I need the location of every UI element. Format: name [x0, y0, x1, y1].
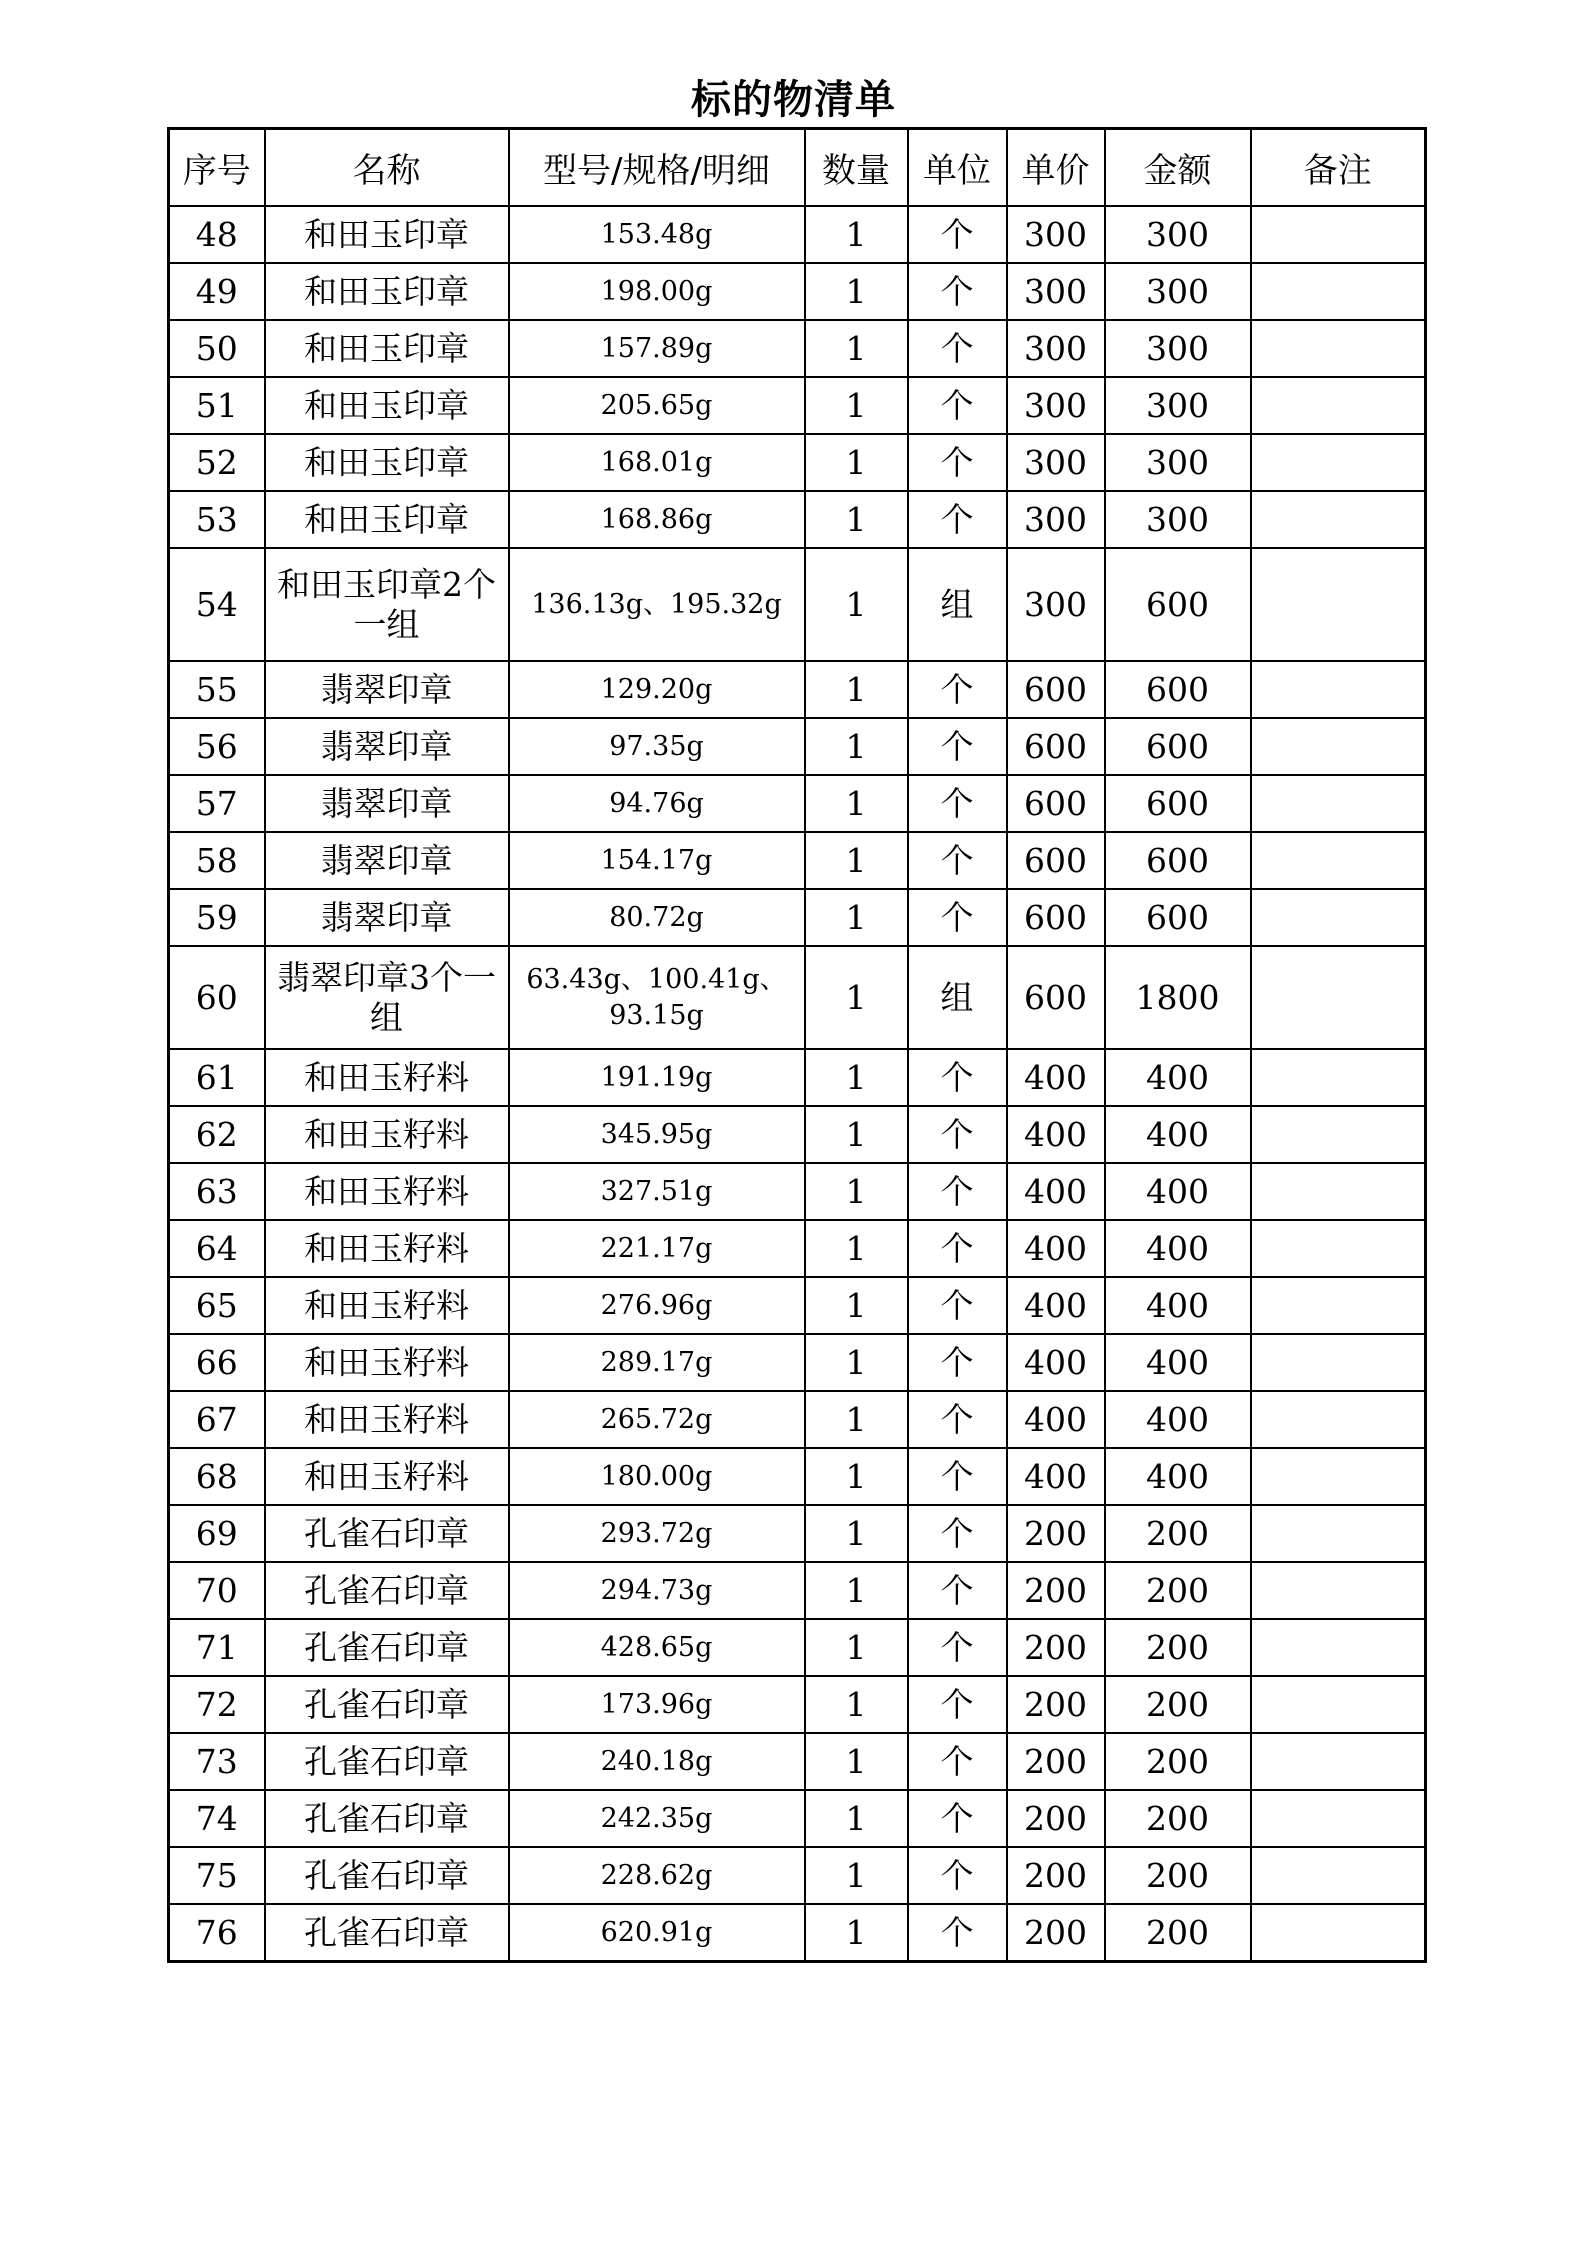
cell-unit: 个 — [908, 1904, 1007, 1962]
cell-spec: 276.96g — [509, 1277, 805, 1334]
cell-seq: 63 — [169, 1163, 265, 1220]
cell-price: 300 — [1007, 434, 1105, 491]
cell-price: 300 — [1007, 206, 1105, 263]
cell-unit: 个 — [908, 491, 1007, 548]
cell-note — [1251, 946, 1426, 1049]
cell-seq: 58 — [169, 832, 265, 889]
cell-qty: 1 — [805, 1106, 908, 1163]
table-row — [169, 832, 1426, 889]
cell-qty: 1 — [805, 946, 908, 1049]
cell-note — [1251, 434, 1426, 491]
cell-qty: 1 — [805, 775, 908, 832]
cell-amount: 300 — [1105, 320, 1251, 377]
cell-price: 600 — [1007, 775, 1105, 832]
cell-price: 600 — [1007, 661, 1105, 718]
cell-name: 和田玉籽料 — [265, 1049, 509, 1106]
cell-seq: 64 — [169, 1220, 265, 1277]
table-row — [169, 1790, 1426, 1847]
cell-seq: 70 — [169, 1562, 265, 1619]
cell-seq: 73 — [169, 1733, 265, 1790]
cell-qty: 1 — [805, 1049, 908, 1106]
cell-note — [1251, 889, 1426, 946]
cell-seq: 53 — [169, 491, 265, 548]
cell-spec: 180.00g — [509, 1448, 805, 1505]
cell-seq: 50 — [169, 320, 265, 377]
cell-unit: 个 — [908, 775, 1007, 832]
cell-seq: 51 — [169, 377, 265, 434]
cell-unit: 个 — [908, 1391, 1007, 1448]
cell-qty: 1 — [805, 1220, 908, 1277]
table-row — [169, 1277, 1426, 1334]
cell-seq: 67 — [169, 1391, 265, 1448]
cell-amount: 400 — [1105, 1334, 1251, 1391]
cell-spec: 294.73g — [509, 1562, 805, 1619]
cell-note — [1251, 1676, 1426, 1733]
header-price: 单价 — [1007, 129, 1105, 207]
cell-qty: 1 — [805, 718, 908, 775]
cell-unit: 个 — [908, 377, 1007, 434]
cell-amount: 400 — [1105, 1448, 1251, 1505]
cell-unit: 个 — [908, 718, 1007, 775]
cell-price: 200 — [1007, 1505, 1105, 1562]
header-amount: 金额 — [1105, 129, 1251, 207]
cell-seq: 74 — [169, 1790, 265, 1847]
cell-amount: 200 — [1105, 1904, 1251, 1962]
table-row — [169, 1676, 1426, 1733]
cell-spec: 205.65g — [509, 377, 805, 434]
cell-spec: 168.01g — [509, 434, 805, 491]
cell-spec: 168.86g — [509, 491, 805, 548]
cell-name: 孔雀石印章 — [265, 1790, 509, 1847]
cell-seq: 68 — [169, 1448, 265, 1505]
cell-amount: 400 — [1105, 1277, 1251, 1334]
cell-price: 600 — [1007, 832, 1105, 889]
cell-qty: 1 — [805, 1448, 908, 1505]
cell-seq: 61 — [169, 1049, 265, 1106]
cell-price: 400 — [1007, 1220, 1105, 1277]
cell-note — [1251, 661, 1426, 718]
cell-qty: 1 — [805, 491, 908, 548]
cell-amount: 200 — [1105, 1847, 1251, 1904]
cell-note — [1251, 1562, 1426, 1619]
cell-note — [1251, 1049, 1426, 1106]
table-row — [169, 1733, 1426, 1790]
cell-amount: 1800 — [1105, 946, 1251, 1049]
cell-name: 翡翠印章 — [265, 661, 509, 718]
cell-name: 和田玉籽料 — [265, 1220, 509, 1277]
cell-amount: 300 — [1105, 263, 1251, 320]
cell-spec: 240.18g — [509, 1733, 805, 1790]
cell-spec: 129.20g — [509, 661, 805, 718]
table-row — [169, 1391, 1426, 1448]
cell-name: 和田玉籽料 — [265, 1448, 509, 1505]
cell-price: 600 — [1007, 889, 1105, 946]
cell-spec: 80.72g — [509, 889, 805, 946]
cell-spec: 327.51g — [509, 1163, 805, 1220]
table-row — [169, 1106, 1426, 1163]
cell-amount: 400 — [1105, 1106, 1251, 1163]
cell-qty: 1 — [805, 832, 908, 889]
cell-note — [1251, 320, 1426, 377]
cell-spec: 198.00g — [509, 263, 805, 320]
cell-price: 400 — [1007, 1106, 1105, 1163]
cell-amount: 200 — [1105, 1790, 1251, 1847]
cell-name: 翡翠印章 — [265, 775, 509, 832]
cell-seq: 60 — [169, 946, 265, 1049]
table-row — [169, 1334, 1426, 1391]
cell-price: 200 — [1007, 1619, 1105, 1676]
cell-amount: 300 — [1105, 491, 1251, 548]
cell-note — [1251, 718, 1426, 775]
cell-unit: 个 — [908, 1619, 1007, 1676]
cell-qty: 1 — [805, 1391, 908, 1448]
cell-qty: 1 — [805, 434, 908, 491]
cell-amount: 300 — [1105, 206, 1251, 263]
cell-note — [1251, 1448, 1426, 1505]
cell-unit: 个 — [908, 1163, 1007, 1220]
cell-note — [1251, 1334, 1426, 1391]
cell-qty: 1 — [805, 1277, 908, 1334]
table-row — [169, 434, 1426, 491]
cell-name: 翡翠印章 — [265, 889, 509, 946]
cell-amount: 600 — [1105, 661, 1251, 718]
cell-qty: 1 — [805, 1505, 908, 1562]
cell-qty: 1 — [805, 1733, 908, 1790]
cell-note — [1251, 832, 1426, 889]
cell-unit: 个 — [908, 1505, 1007, 1562]
cell-note — [1251, 1163, 1426, 1220]
cell-qty: 1 — [805, 661, 908, 718]
cell-price: 200 — [1007, 1847, 1105, 1904]
table-row — [169, 1562, 1426, 1619]
cell-unit: 个 — [908, 832, 1007, 889]
item-table — [167, 127, 1427, 1963]
cell-qty: 1 — [805, 1334, 908, 1391]
cell-amount: 200 — [1105, 1676, 1251, 1733]
cell-spec: 136.13g、195.32g — [509, 548, 805, 661]
table-row — [169, 1049, 1426, 1106]
cell-unit: 个 — [908, 1562, 1007, 1619]
cell-qty: 1 — [805, 320, 908, 377]
cell-note — [1251, 206, 1426, 263]
cell-qty: 1 — [805, 1904, 908, 1962]
cell-seq: 65 — [169, 1277, 265, 1334]
cell-unit: 个 — [908, 320, 1007, 377]
cell-name: 和田玉印章 — [265, 377, 509, 434]
cell-price: 300 — [1007, 320, 1105, 377]
cell-name: 和田玉籽料 — [265, 1334, 509, 1391]
cell-spec: 289.17g — [509, 1334, 805, 1391]
cell-seq: 59 — [169, 889, 265, 946]
cell-qty: 1 — [805, 1790, 908, 1847]
table-row — [169, 946, 1426, 1049]
cell-spec: 228.62g — [509, 1847, 805, 1904]
cell-spec: 97.35g — [509, 718, 805, 775]
cell-name: 和田玉籽料 — [265, 1106, 509, 1163]
cell-note — [1251, 1619, 1426, 1676]
cell-unit: 个 — [908, 1790, 1007, 1847]
cell-seq: 69 — [169, 1505, 265, 1562]
cell-seq: 62 — [169, 1106, 265, 1163]
cell-price: 300 — [1007, 263, 1105, 320]
table-row — [169, 1904, 1426, 1962]
cell-price: 200 — [1007, 1562, 1105, 1619]
cell-name: 和田玉籽料 — [265, 1391, 509, 1448]
cell-price: 300 — [1007, 377, 1105, 434]
cell-spec: 620.91g — [509, 1904, 805, 1962]
table-row — [169, 491, 1426, 548]
cell-qty: 1 — [805, 889, 908, 946]
cell-spec: 157.89g — [509, 320, 805, 377]
cell-unit: 个 — [908, 1676, 1007, 1733]
table-row — [169, 548, 1426, 661]
cell-spec: 293.72g — [509, 1505, 805, 1562]
cell-amount: 600 — [1105, 775, 1251, 832]
cell-note — [1251, 1847, 1426, 1904]
table-row — [169, 377, 1426, 434]
cell-spec: 265.72g — [509, 1391, 805, 1448]
cell-unit: 个 — [908, 263, 1007, 320]
cell-unit: 个 — [908, 1106, 1007, 1163]
cell-spec: 94.76g — [509, 775, 805, 832]
cell-note — [1251, 1277, 1426, 1334]
cell-qty: 1 — [805, 1562, 908, 1619]
cell-seq: 76 — [169, 1904, 265, 1962]
cell-spec: 154.17g — [509, 832, 805, 889]
table-row — [169, 1448, 1426, 1505]
table-row — [169, 1619, 1426, 1676]
cell-amount: 200 — [1105, 1733, 1251, 1790]
cell-spec: 345.95g — [509, 1106, 805, 1163]
cell-name: 翡翠印章 — [265, 718, 509, 775]
cell-unit: 个 — [908, 1049, 1007, 1106]
table-row — [169, 1847, 1426, 1904]
cell-price: 200 — [1007, 1904, 1105, 1962]
cell-price: 400 — [1007, 1334, 1105, 1391]
cell-unit: 个 — [908, 1733, 1007, 1790]
cell-spec: 63.43g、100.41g、93.15g — [509, 946, 805, 1049]
cell-note — [1251, 775, 1426, 832]
table-row — [169, 775, 1426, 832]
header-spec: 型号/规格/明细 — [509, 129, 805, 207]
cell-amount: 300 — [1105, 377, 1251, 434]
cell-qty: 1 — [805, 206, 908, 263]
header-note: 备注 — [1251, 129, 1426, 207]
cell-unit: 个 — [908, 1334, 1007, 1391]
table-row — [169, 718, 1426, 775]
cell-note — [1251, 491, 1426, 548]
cell-name: 孔雀石印章 — [265, 1505, 509, 1562]
cell-price: 600 — [1007, 946, 1105, 1049]
cell-name: 孔雀石印章 — [265, 1619, 509, 1676]
cell-price: 400 — [1007, 1391, 1105, 1448]
cell-spec: 153.48g — [509, 206, 805, 263]
cell-spec: 221.17g — [509, 1220, 805, 1277]
cell-unit: 个 — [908, 206, 1007, 263]
cell-name: 孔雀石印章 — [265, 1904, 509, 1962]
cell-name: 和田玉籽料 — [265, 1163, 509, 1220]
cell-seq: 71 — [169, 1619, 265, 1676]
cell-name: 翡翠印章 — [265, 832, 509, 889]
cell-note — [1251, 1220, 1426, 1277]
cell-name: 和田玉印章2个一组 — [265, 548, 509, 661]
cell-unit: 个 — [908, 1220, 1007, 1277]
table-body — [169, 206, 1426, 1962]
cell-seq: 52 — [169, 434, 265, 491]
cell-note — [1251, 1106, 1426, 1163]
cell-price: 400 — [1007, 1049, 1105, 1106]
cell-seq: 56 — [169, 718, 265, 775]
cell-note — [1251, 1391, 1426, 1448]
page-title: 标的物清单 — [691, 77, 896, 123]
cell-amount: 600 — [1105, 889, 1251, 946]
header-name: 名称 — [265, 129, 509, 207]
cell-name: 孔雀石印章 — [265, 1676, 509, 1733]
cell-unit: 个 — [908, 1448, 1007, 1505]
cell-unit: 个 — [908, 1277, 1007, 1334]
header-seq: 序号 — [169, 129, 265, 207]
cell-price: 200 — [1007, 1676, 1105, 1733]
cell-qty: 1 — [805, 1619, 908, 1676]
cell-name: 和田玉印章 — [265, 491, 509, 548]
cell-qty: 1 — [805, 1163, 908, 1220]
cell-name: 翡翠印章3个一组 — [265, 946, 509, 1049]
cell-note — [1251, 1733, 1426, 1790]
cell-note — [1251, 1790, 1426, 1847]
cell-name: 和田玉印章 — [265, 320, 509, 377]
cell-price: 200 — [1007, 1733, 1105, 1790]
cell-note — [1251, 1505, 1426, 1562]
cell-note — [1251, 377, 1426, 434]
cell-amount: 600 — [1105, 548, 1251, 661]
cell-name: 和田玉印章 — [265, 263, 509, 320]
cell-name: 孔雀石印章 — [265, 1733, 509, 1790]
cell-unit: 个 — [908, 889, 1007, 946]
table-row — [169, 889, 1426, 946]
cell-seq: 48 — [169, 206, 265, 263]
table-row — [169, 1163, 1426, 1220]
cell-seq: 72 — [169, 1676, 265, 1733]
cell-unit: 组 — [908, 946, 1007, 1049]
cell-seq: 66 — [169, 1334, 265, 1391]
cell-spec: 191.19g — [509, 1049, 805, 1106]
cell-amount: 400 — [1105, 1220, 1251, 1277]
cell-unit: 组 — [908, 548, 1007, 661]
cell-amount: 600 — [1105, 718, 1251, 775]
cell-amount: 200 — [1105, 1505, 1251, 1562]
table-header-row — [169, 129, 1426, 207]
cell-amount: 300 — [1105, 434, 1251, 491]
table-row — [169, 320, 1426, 377]
cell-note — [1251, 1904, 1426, 1962]
cell-seq: 54 — [169, 548, 265, 661]
cell-amount: 600 — [1105, 832, 1251, 889]
cell-name: 和田玉印章 — [265, 206, 509, 263]
table-row — [169, 206, 1426, 263]
cell-amount: 400 — [1105, 1049, 1251, 1106]
cell-price: 300 — [1007, 491, 1105, 548]
cell-seq: 75 — [169, 1847, 265, 1904]
cell-qty: 1 — [805, 263, 908, 320]
cell-seq: 55 — [169, 661, 265, 718]
cell-unit: 个 — [908, 1847, 1007, 1904]
cell-price: 600 — [1007, 718, 1105, 775]
cell-seq: 57 — [169, 775, 265, 832]
cell-qty: 1 — [805, 377, 908, 434]
table-row — [169, 1505, 1426, 1562]
cell-amount: 200 — [1105, 1562, 1251, 1619]
cell-amount: 400 — [1105, 1163, 1251, 1220]
header-unit: 单位 — [908, 129, 1007, 207]
cell-amount: 400 — [1105, 1391, 1251, 1448]
table-row — [169, 661, 1426, 718]
cell-spec: 173.96g — [509, 1676, 805, 1733]
header-qty: 数量 — [805, 129, 908, 207]
cell-price: 400 — [1007, 1277, 1105, 1334]
cell-price: 300 — [1007, 548, 1105, 661]
cell-name: 和田玉籽料 — [265, 1277, 509, 1334]
cell-amount: 200 — [1105, 1619, 1251, 1676]
cell-unit: 个 — [908, 661, 1007, 718]
cell-qty: 1 — [805, 1847, 908, 1904]
cell-spec: 428.65g — [509, 1619, 805, 1676]
cell-price: 400 — [1007, 1448, 1105, 1505]
cell-price: 200 — [1007, 1790, 1105, 1847]
cell-spec: 242.35g — [509, 1790, 805, 1847]
table-row — [169, 263, 1426, 320]
cell-seq: 49 — [169, 263, 265, 320]
table-row — [169, 1220, 1426, 1277]
cell-name: 孔雀石印章 — [265, 1562, 509, 1619]
cell-qty: 1 — [805, 1676, 908, 1733]
cell-name: 孔雀石印章 — [265, 1847, 509, 1904]
cell-name: 和田玉印章 — [265, 434, 509, 491]
cell-unit: 个 — [908, 434, 1007, 491]
cell-qty: 1 — [805, 548, 908, 661]
cell-note — [1251, 263, 1426, 320]
cell-note — [1251, 548, 1426, 661]
cell-price: 400 — [1007, 1163, 1105, 1220]
